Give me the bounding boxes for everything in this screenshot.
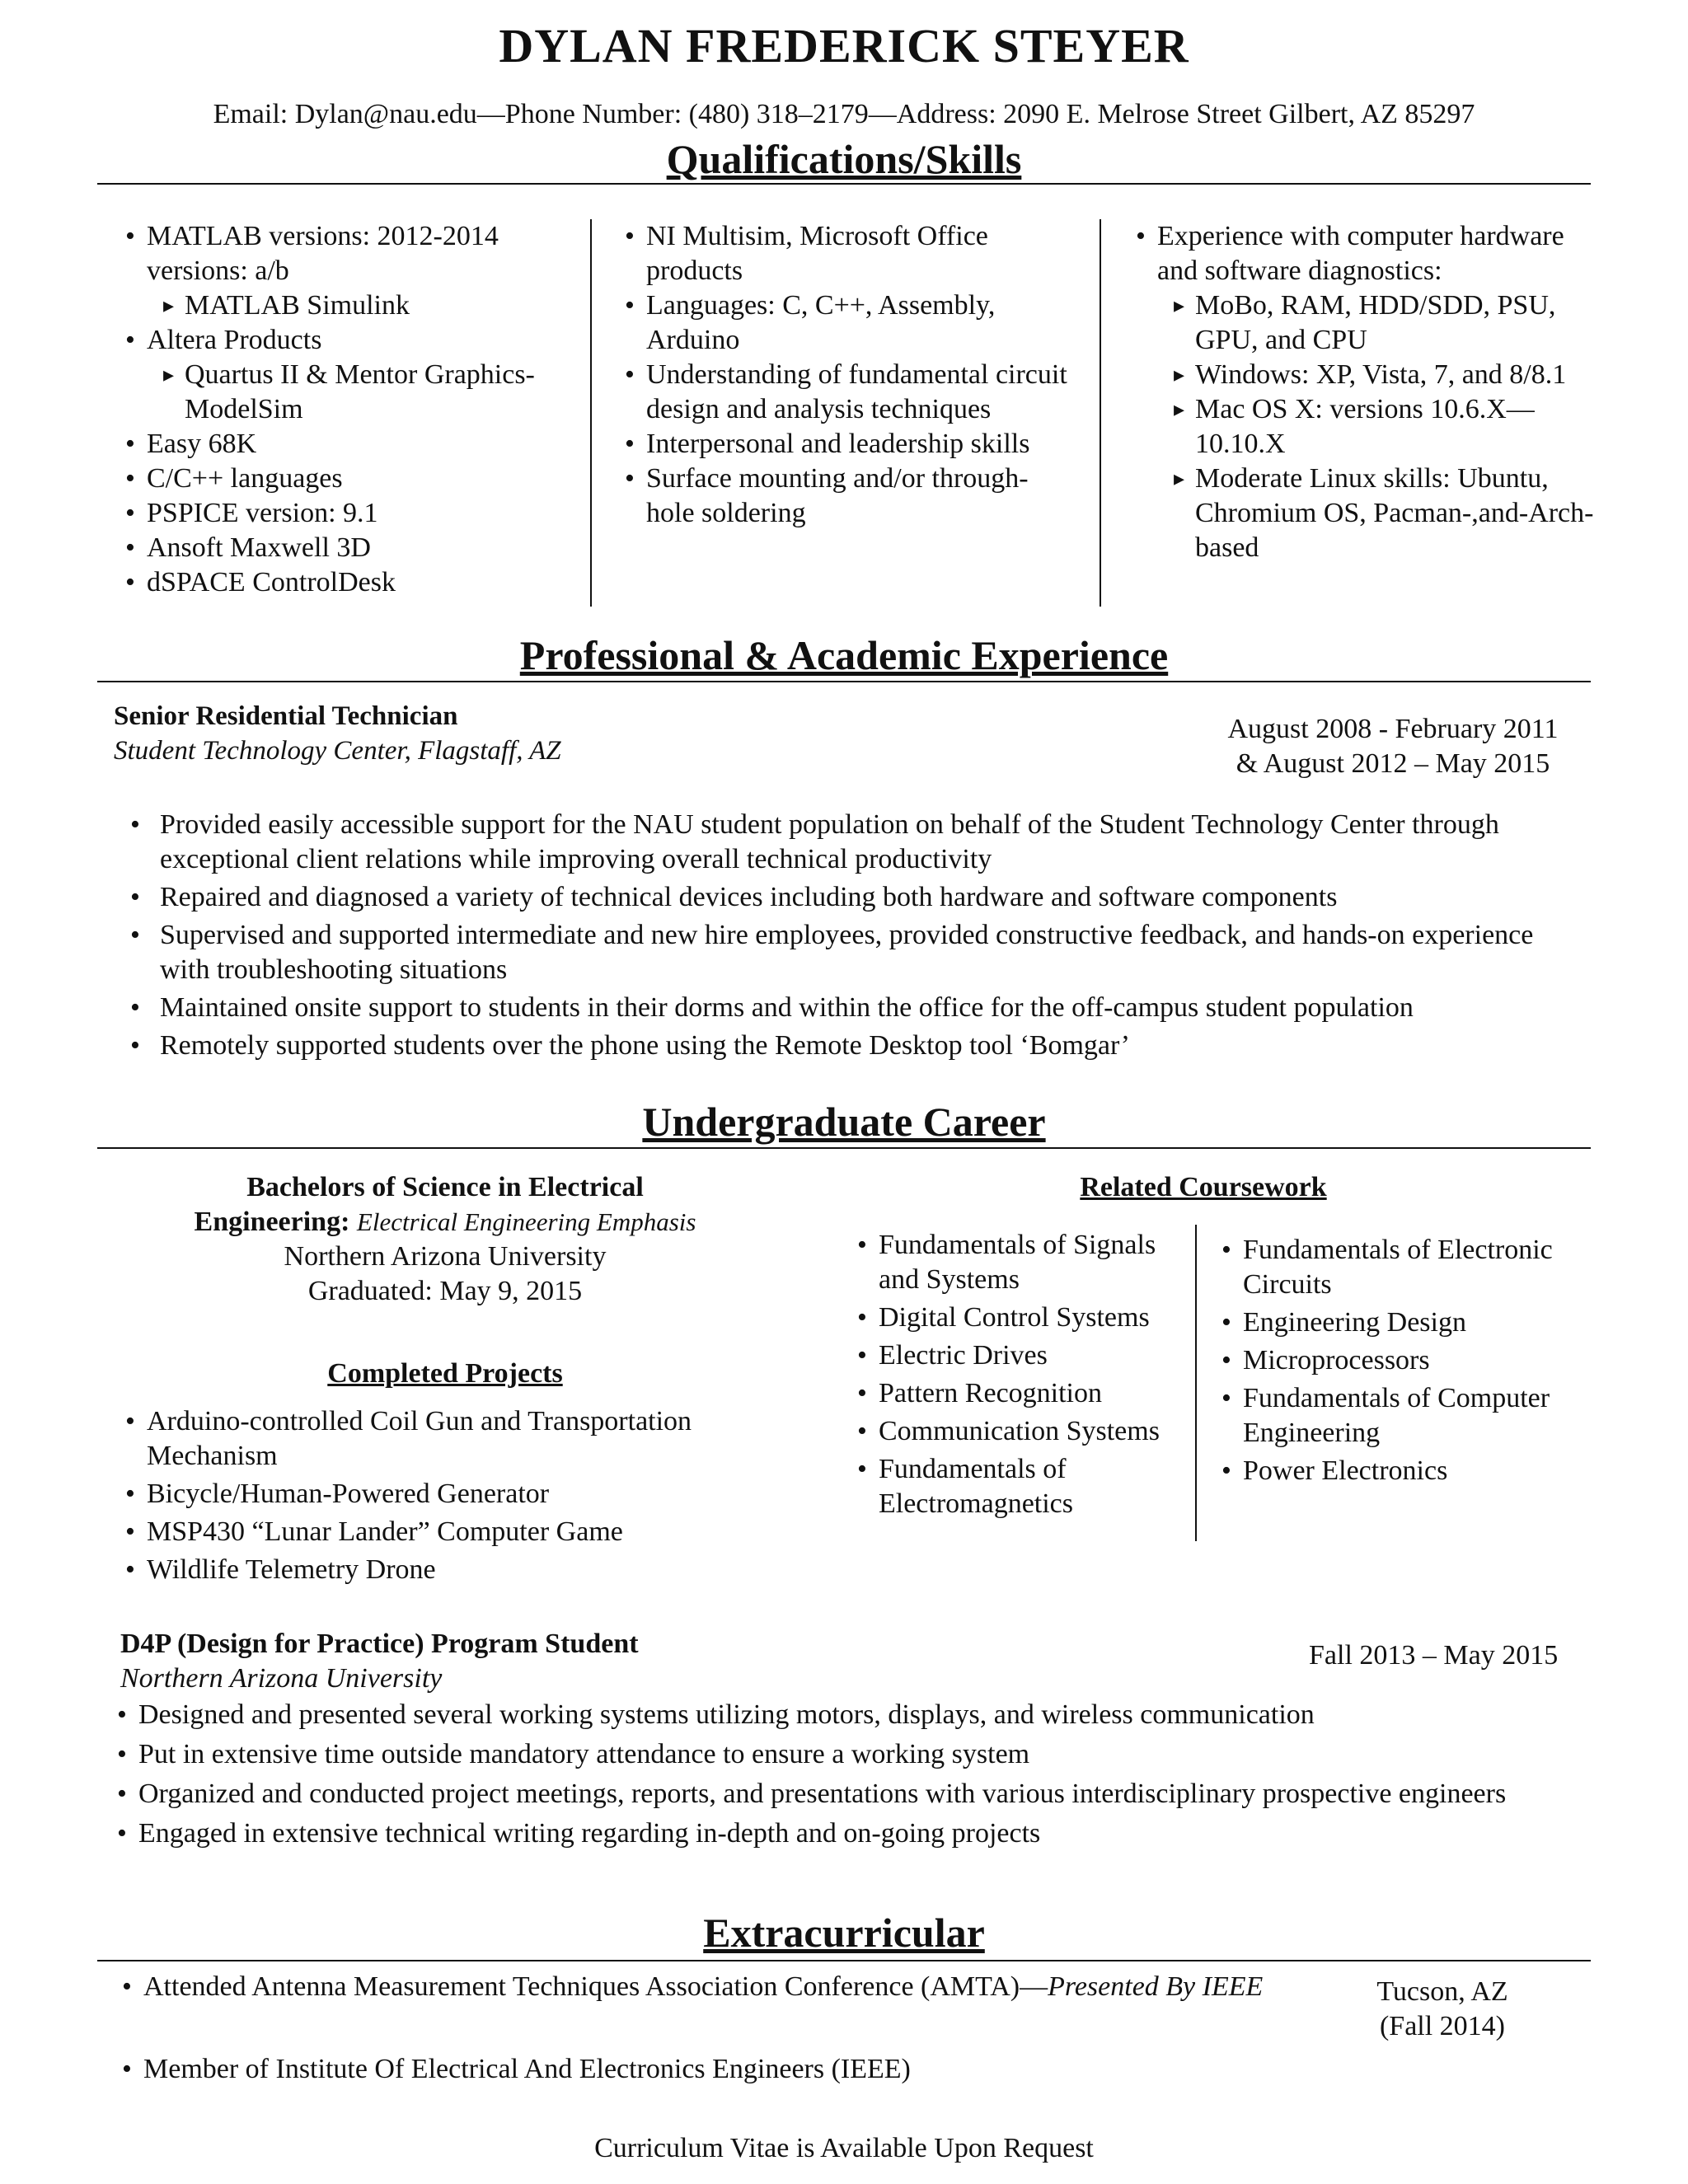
list-item: • Supervised and supported intermediate and new hire employees, provided constructive feedback, and hands-on experience with troubleshooting situations: [130, 918, 1589, 987]
column-divider: [1195, 1225, 1197, 1541]
skill-item: • Languages: C, C++, Assembly, Arduino: [625, 288, 1070, 358]
section-divider: [97, 681, 1591, 682]
degree-block: Bachelors of Science in Electrical Engineering: Electrical Engineering Emphasis Northern Arizona University Graduated: May 9, 2015: [194, 1172, 696, 1306]
skill-subitem: ▸ MATLAB Simulink: [163, 288, 570, 323]
courses-right: [1221, 1233, 1568, 1492]
section-divider: [97, 183, 1591, 185]
skill-item: • Experience with computer hardware and software diagnostics: ▸ MoBo, RAM, HDD/SDD, PSU, GPU, and CPU ▸ Windows: XP, Vista, 7, and 8/8.1 ▸ Mac OS X: versions 10.6.X—10.10.X ▸ Moderate Linux skills: Ubuntu, Chromium OS, Pacman-,and-Arch-based: [1136, 219, 1597, 565]
list-item: • Pattern Recognition: [857, 1376, 1187, 1411]
list-item: • Digital Control Systems: [857, 1301, 1187, 1335]
list-item: • Microprocessors: [1221, 1343, 1568, 1378]
skill-subitem: ▸ MoBo, RAM, HDD/SDD, PSU, GPU, and CPU: [1174, 288, 1597, 358]
skills-column-2: [625, 219, 1070, 531]
list-item: • Maintained onsite support to students in their dorms and within the office for the off-campus student population: [130, 991, 1589, 1025]
skills-column-1: [125, 219, 570, 600]
section-divider: [97, 1147, 1591, 1149]
list-item: • Bicycle/Human-Powered Generator: [125, 1477, 776, 1511]
skill-item: • Surface mounting and/or through-hole soldering: [625, 462, 1070, 531]
list-item: • Provided easily accessible support for the NAU student population on behalf of the Student Technology Center through exceptional client relations while improving overall technical productivity: [130, 808, 1589, 877]
skill-item: • C/C++ languages: [125, 462, 570, 496]
section-title-undergrad: Undergraduate Career: [642, 1099, 1046, 1145]
skills-column-3: [1136, 219, 1597, 565]
projects-list: [125, 1404, 776, 1591]
list-item: • Fundamentals of Signals and Systems: [857, 1228, 1187, 1297]
list-item: • Engineering Design: [1221, 1305, 1568, 1340]
d4p-title: D4P (Design for Practice) Program Student: [120, 1629, 639, 1659]
section-title-qualifications: Qualifications/Skills: [666, 136, 1022, 182]
section-title-extracurricular: Extracurricular: [703, 1910, 985, 1956]
job-dates: August 2008 - February 2011 & August 2012 – May 2015: [1227, 714, 1559, 779]
courses-left: [857, 1228, 1187, 1525]
section-divider: [97, 1960, 1591, 1961]
skill-item: • dSPACE ControlDesk: [125, 565, 570, 600]
skill-item: • Interpersonal and leadership skills: [625, 427, 1070, 462]
column-divider: [1100, 219, 1101, 607]
list-item: • Organized and conducted project meetings, reports, and presentations with various interdisciplinary prospective engineers: [117, 1777, 1592, 1811]
list-item: • MSP430 “Lunar Lander” Computer Game: [125, 1515, 776, 1549]
list-item: • Arduino-controlled Coil Gun and Transportation Mechanism: [125, 1404, 776, 1474]
section-title-experience: Professional & Academic Experience: [519, 632, 1169, 678]
employer: Student Technology Center, Flagstaff, AZ: [114, 736, 561, 766]
list-item: • Wildlife Telemetry Drone: [125, 1553, 776, 1587]
d4p-org: Northern Arizona University: [120, 1663, 443, 1694]
job-title: Senior Residential Technician: [114, 701, 458, 731]
column-divider: [590, 219, 592, 607]
list-item: • Fundamentals of Computer Engineering: [1221, 1381, 1568, 1451]
job-bullets: [130, 808, 1589, 1066]
list-item: • Engaged in extensive technical writing regarding in-depth and on-going projects: [117, 1816, 1592, 1851]
list-item: • Fundamentals of Electromagnetics: [857, 1452, 1187, 1521]
skill-item: • Understanding of fundamental circuit design and analysis techniques: [625, 358, 1070, 427]
projects-title: Completed Projects: [327, 1358, 563, 1389]
d4p-dates: Fall 2013 – May 2015: [1309, 1640, 1559, 1671]
skill-item: • Easy 68K: [125, 427, 570, 462]
contact-line: Email: Dylan@nau.edu—Phone Number: (480) 318–2179—Address: 2090 E. Melrose Street Gilbert, AZ 85297: [213, 99, 1475, 129]
ieee-item: • Member of Institute Of Electrical And Electronics Engineers (IEEE): [122, 2052, 1523, 2087]
list-item: • Repaired and diagnosed a variety of technical devices including both hardware and software components: [130, 880, 1589, 915]
list-item: • Power Electronics: [1221, 1454, 1568, 1488]
skill-subitem: ▸ Moderate Linux skills: Ubuntu, Chromium OS, Pacman-,and-Arch-based: [1174, 462, 1597, 565]
amta-location: Tucson, AZ (Fall 2014): [1376, 1976, 1508, 2041]
list-item: • Fundamentals of Electronic Circuits: [1221, 1233, 1568, 1302]
list-item: • Designed and presented several working systems utilizing motors, displays, and wireless communication: [117, 1698, 1592, 1732]
d4p-bullets: [117, 1698, 1592, 1854]
coursework-title: Related Coursework: [1080, 1172, 1327, 1202]
skill-item: • Ansoft Maxwell 3D: [125, 531, 570, 565]
skill-item: • MATLAB versions: 2012-2014 versions: a/b ▸ MATLAB Simulink: [125, 219, 570, 323]
list-item: • Communication Systems: [857, 1414, 1187, 1449]
list-item: • Electric Drives: [857, 1338, 1187, 1373]
skill-item: • PSPICE version: 9.1: [125, 496, 570, 531]
footer-note: Curriculum Vitae is Available Upon Request: [594, 2133, 1094, 2163]
list-item: • Put in extensive time outside mandatory attendance to ensure a working system: [117, 1737, 1592, 1772]
list-item: • Remotely supported students over the phone using the Remote Desktop tool ‘Bomgar’: [130, 1029, 1589, 1063]
amta-item: • Attended Antenna Measurement Techniques Association Conference (AMTA)—Presented By IEEE: [122, 1970, 1334, 2004]
candidate-name: DYLAN FREDERICK STEYER: [499, 19, 1189, 73]
skill-item: • Altera Products ▸ Quartus II & Mentor Graphics-ModelSim: [125, 323, 570, 427]
skill-item: • NI Multisim, Microsoft Office products: [625, 219, 1070, 288]
skill-subitem: ▸ Mac OS X: versions 10.6.X—10.10.X: [1174, 392, 1597, 462]
skill-subitem: ▸ Quartus II & Mentor Graphics-ModelSim: [163, 358, 570, 427]
skill-subitem: ▸ Windows: XP, Vista, 7, and 8/8.1: [1174, 358, 1597, 392]
